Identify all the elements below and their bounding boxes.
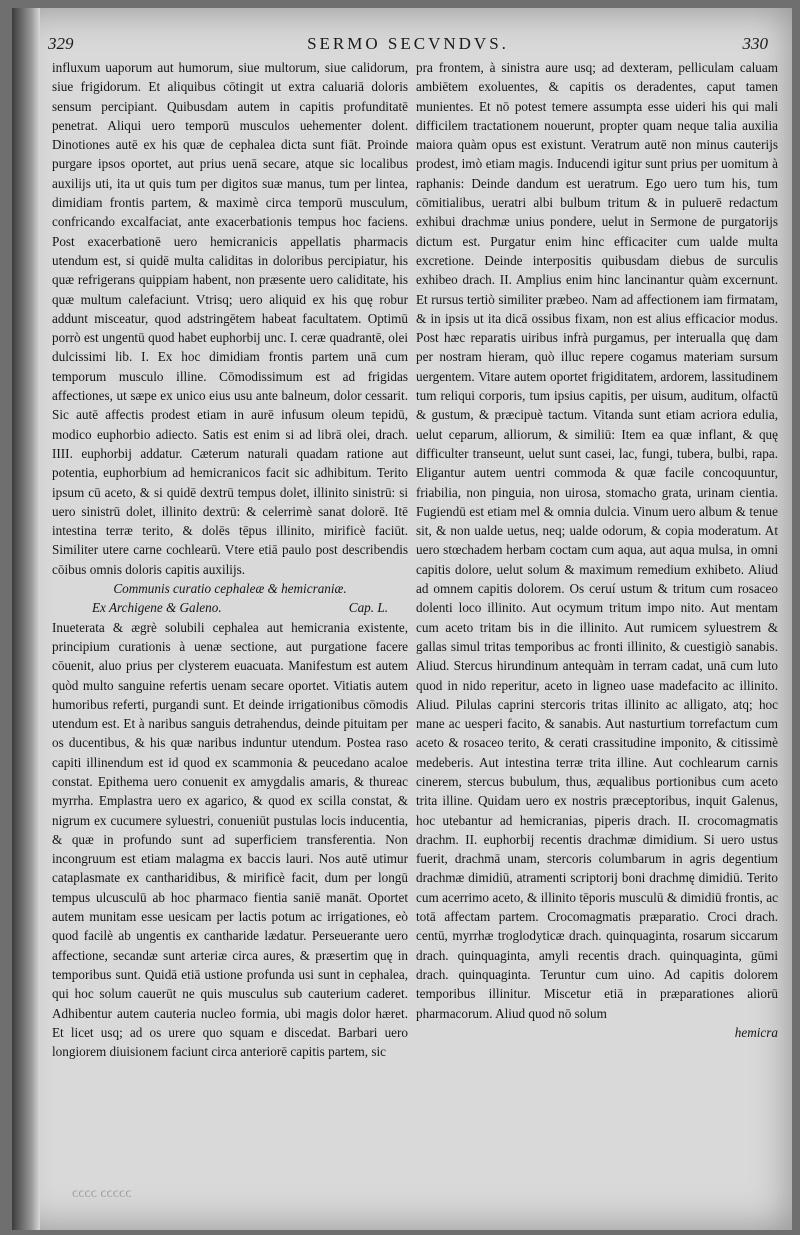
running-title: SERMO SECVNDVS.	[307, 34, 509, 53]
left-column	[52, 58, 408, 1061]
left-paragraph-1: influxum uaporum aut humorum, siue multorum, siue calidorum, siue frigidorum. Et aliquibus cōtingit ut extra caluariā doloris sensum percipiant. Quibusdam autem in capitis profunditatē penetrat. Aliqui uero temporū musculos uehementer dolent. Dinotiones autē ex his quæ de cephalea dicta sunt fiāt. Proinde purgare ipsos oportet, aut prius uenā secare, atque sic localibus auxilijs uti, ita ut quis tum per digitos suæ manus, tum per lintea, dimidiam frontis partem, & maximè circa temporū musculum, confricando excalfaciat, ante exacerbationis tempus hoc faciens. Post exacerbationē uero hemicranicis appellatis pharmacis utendum est, si quidē multa caliditas in doloribus percipiatur, his quæ refrigerans quippiam habent, non præsente uero caliditate, his quæ multum calefaciunt. Vtrisq; uero aliquid ex his quę robur addunt misceatur, quod adstringētem habeat facultatem. Optimū porrò est ungentū quod habet euphorbij unc. I. ceræ quadrantē, olei dulcissimi lib. I. Ex hoc dimidiam frontis partem unā cum temporum musculo illine. Cōmodissimum est ad frigidas affectiones, ut sæpe ex unico eius usu ante balneum, dolor cessarit. Sic autē affectis prodest etiam in aurē infusum oleum tepidū, modico euphorbio adiecto. Satis est enim si ad librā olei, drach. IIII. euphorbij addatur. Cæterum naturali quadam ratione aut potentia, euphorbium ad hemicranicos facit sic adhibitum. Terito ipsum cū aceto, & si quidē dextrū tempus dolet, illinito sinistrū: si uero sinistrū dolet, illinito dextrū: & celerrimè sanat dolorē. Itē intestina terræ terito, & dolēs tēpus illinito, mirificè faciūt. Similiter utere carne cochlearū. Vtere etiā paulo post describendis cōibus omnis doloris capitis auxilijs.	[52, 60, 408, 577]
show-through-text: ɔɔɔɔɔ ɔɔɔɔ	[72, 1186, 132, 1201]
page-number-left: 329	[48, 34, 74, 53]
chapter-number: Cap. L.	[348, 600, 388, 616]
running-header	[48, 34, 768, 56]
section-title: Communis curatio cephaleæ & hemicraniæ.	[113, 581, 347, 597]
page-number-right: 330	[742, 34, 768, 53]
right-paragraph-1: pra frontem, à sinistra aure usq; ad dexteram, pelliculam caluam ambiētem exoluentes, & capitis os deradentes, caput tamen munientes. Et nō potest temere assumpta esse uideri his qui mali difficilem tractationem nouerunt, propter quam neque talia auxilia maiora quàm opus est existunt. Veratrum autē non minus cauterijs prodest, imò etiam magis. Inducendi igitur sunt prius per uomitum à raphanis: Deinde dandum est ueratrum. Ego uero tum his, tum cōmitialibus, ueratri albi bulbum tritum & in puluerē redactum exhibui drachmæ unius pondere, uelut in Sermone de purgatorijs dictum est. Purgatur enim hinc efficaciter cum ualde multa excretione. Deinde interpositis quibusdam diebus de surculis exhibeo drach. II. Amplius enim hinc lancinantur quàm excernunt. Et rursus tertiò similiter præbeo. Nam ad affectionem iam firmatam, & in ipsis ut ita dicā ossibus fixam, non est alius efficacior modus. Post hæc reparatis uiribus infrà purgamus, per interualla quę dam per nostram hieram, quò illuc repere cogamus materiam sursum uergentem. Vitare autem oportet frigiditatem, ardorem, lassitudinem tum reliqui corporis, tum ipsius capitis, per uisum, auditum, olfactū & gustum, & præcipuè tactum. Vitanda sunt etiam acriora edulia, uelut ceparum, alliorum, & similiū: Item ea quæ inflant, & quę difficulter transeunt, uelut sunt casei, lac, fungi, tubera, bulbi, rapa. Eligantur autem uentri commoda & quæ facile concoquuntur, friabilia, non pinguia, non uirosa, stomacho grata, urinam cientia. Fugiendū est etiam mel & omnia dulcia. Vinum uero album & tenue sit, & non ualde uetus, neq; ualde odorum, & copia moderatum. At uero stœchadem herbam coctam cum aqua, aut aqua mulsa, in omni capitis dolore, uelut solum & maximum remedium exhibeto. Aliud ad omnem capitis dolorem. Os ceruí ustum & tritum cum rosaceo dolenti loco illinito. Aut ocymum tritum impo nito. Aut mentam cum aceto tritam bis in die illinito. Aut rumicem syluestrem & gallas simul tritas temporibus ac fronti illinito, & cuestigiò sanabis. Aliud. Stercus hirundinum antequàm in terram cadat, unā cum luto quod in nido reperitur, aceto in ligneo uase madefacito ac illinito. Aliud. Pilulas caprini stercoris tritas illinito ac alligato, atq; hoc mane ac uesperi facito, & sanabis. Aut nasturtium torrefactum cum aceto & rosaceo terito, & cerati crassitudine imponito, & citissimè medeberis. Aut intestina terræ trita illine. Aut cochlearum carnis cinerem, stercus bubulum, thus, æqualibus portionibus cum aceto trita illine. Quidam uero ex nostris præceptoribus, inquit Galenus, hoc utebantur ad hemicranias, piperis drach. II. crocomagmatis drachm. II. euphorbij recentis drachmæ dimidium. Si uero ustus fuerit, drachmā unam, stercoris columbarum in agris degentium drachmæ dimidiū, atramenti scriptorij boni drachmę dimidiū. Terito cum acerrimo aceto, & illinito tēporis musculū & dimidiū frontis, ac totā affectam partem. Crocomagmatis præparatio. Croci drach. centū, myrrhæ troglodyticæ drach. quinquaginta, rosarum siccarum drach. quinquaginta, amyli recentis drach. quinquaginta, gūmi drach. quinquaginta. Teruntur cum uino. Ad capitis dolorem temporibus illinitur. Miscetur etiā in præparationes aliorū pharmacorum. Aliud quod nō solum	[416, 60, 778, 1021]
section-subhead	[52, 598, 408, 617]
right-column	[416, 58, 778, 1042]
section-source: Ex Archigene & Galeno.	[92, 600, 222, 616]
catchword: hemicra	[734, 1024, 778, 1040]
binding-gutter	[12, 8, 40, 1230]
book-page	[12, 8, 792, 1230]
left-paragraph-2: Inueterata & ægrè solubili cephalea aut hemicrania existente, principium curationis à uenæ sectione, aut purgatione facere cōuenit, aluo prius per clysterem euacuata. Manifestum est autem quòd multo sanguine refertis uenam secare oportet. Vitiatis autem humoribus referti, purgandi sunt. Et deinde irrigationibus cōmodis utendum est. Et à naribus sanguis detrahendus, deinde pituitam per os ducentibus, & his quæ naribus induntur utendum. Postea raso capiti illinendum est id quod ex scammonia & peucedano acaloe constat. Epithema uero conuenit ex amygdalis amaris, & thureac myrrha. Emplastra uero ex agarico, & quod ex scilla constat, & nigrum ex cucumere syluestri, conueniūt pustulas locis inducentia, & quæ in profundo sunt ad superficiem transferentia. Non incongruum est etiam malagma ex baccis lauri. Nos autē utimur cataplasmate ex cantharidibus, & mirificè facit, dum per longū tempus ulcusculū ab hoc pharmaco fientia saniē manāt. Oportet autem munitam esse uesicam per lactis potum ac irrigationes, eò quod facilè ab ungentis ex cantharide lædatur. Perseuerante uero affectione, secandæ sunt arteriæ circa aures, & præsertim quę in temporibus sunt. Quidā etiā ustione profunda usi sunt in cephalea, qui hoc solum cauerūt ne quis musculus sub cauterium caderet. Adhibentur autem cauteria nucleo formia, ubi magis dolor hæret. Et licet usq; ad os urere quo squam e discedat. Barbari uero longiorem diuisionem faciunt circa anteriorē capitis partem, sic	[52, 619, 408, 1060]
